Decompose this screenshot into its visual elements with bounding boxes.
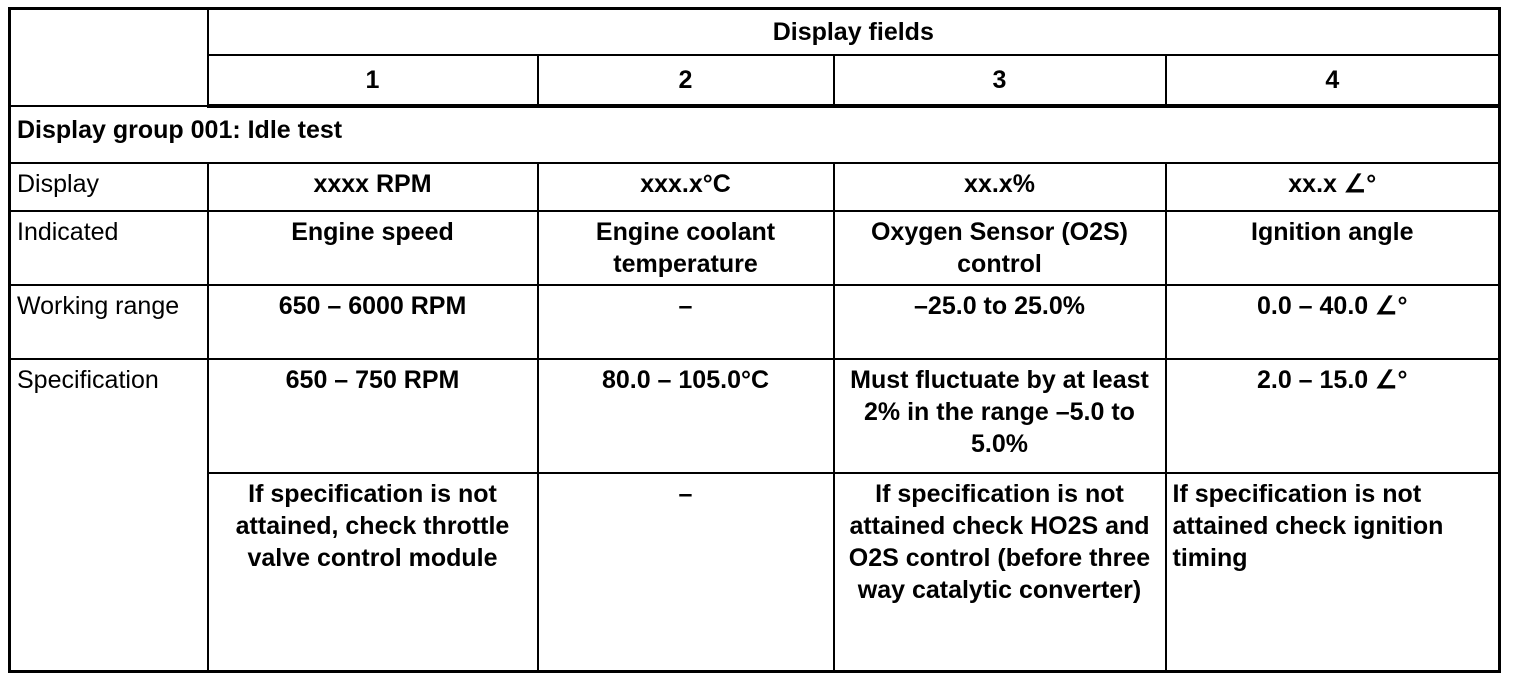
table-row — [10, 211, 1500, 285]
indicated-value-4: Ignition angle — [1166, 211, 1500, 285]
note-value-4: If specification is not attained check ignition timing — [1166, 473, 1500, 672]
display-value-1: xxxx RPM — [208, 163, 538, 211]
display-fields-table — [8, 7, 1501, 673]
table-row — [10, 285, 1500, 359]
field-number-3: 3 — [834, 55, 1166, 106]
note-value-1: If specification is not attained, check throttle valve control module — [208, 473, 538, 672]
display-value-2: xxx.x°C — [538, 163, 834, 211]
working-range-value-2: – — [538, 285, 834, 359]
display-fields-heading: Display fields — [208, 9, 1500, 56]
specification-value-2: 80.0 – 105.0°C — [538, 359, 834, 473]
working-range-value-1: 650 – 6000 RPM — [208, 285, 538, 359]
specification-value-4: 2.0 – 15.0 ∠° — [1166, 359, 1500, 473]
field-number-1: 1 — [208, 55, 538, 106]
display-group-title: Display group 001: Idle test — [10, 106, 1500, 163]
indicated-value-3: Oxygen Sensor (O2S) control — [834, 211, 1166, 285]
working-range-value-3: –25.0 to 25.0% — [834, 285, 1166, 359]
table-row — [10, 359, 1500, 473]
note-value-3: If specification is not attained check HO2S and O2S control (before three way catalytic converter) — [834, 473, 1166, 672]
field-number-4: 4 — [1166, 55, 1500, 106]
specification-value-1: 650 – 750 RPM — [208, 359, 538, 473]
display-value-3: xx.x% — [834, 163, 1166, 211]
row-label-specification: Specification — [10, 359, 208, 672]
field-number-2: 2 — [538, 55, 834, 106]
table-row — [10, 163, 1500, 211]
row-label-display: Display — [10, 163, 208, 211]
indicated-value-1: Engine speed — [208, 211, 538, 285]
display-value-4: xx.x ∠° — [1166, 163, 1500, 211]
row-label-indicated: Indicated — [10, 211, 208, 285]
row-label-working-range: Working range — [10, 285, 208, 359]
working-range-value-4: 0.0 – 40.0 ∠° — [1166, 285, 1500, 359]
specification-value-3: Must fluctuate by at least 2% in the range –5.0 to 5.0% — [834, 359, 1166, 473]
note-value-2: – — [538, 473, 834, 672]
indicated-value-2: Engine coolant temperature — [538, 211, 834, 285]
header-corner-cell — [10, 9, 208, 107]
table-row — [10, 473, 1500, 672]
